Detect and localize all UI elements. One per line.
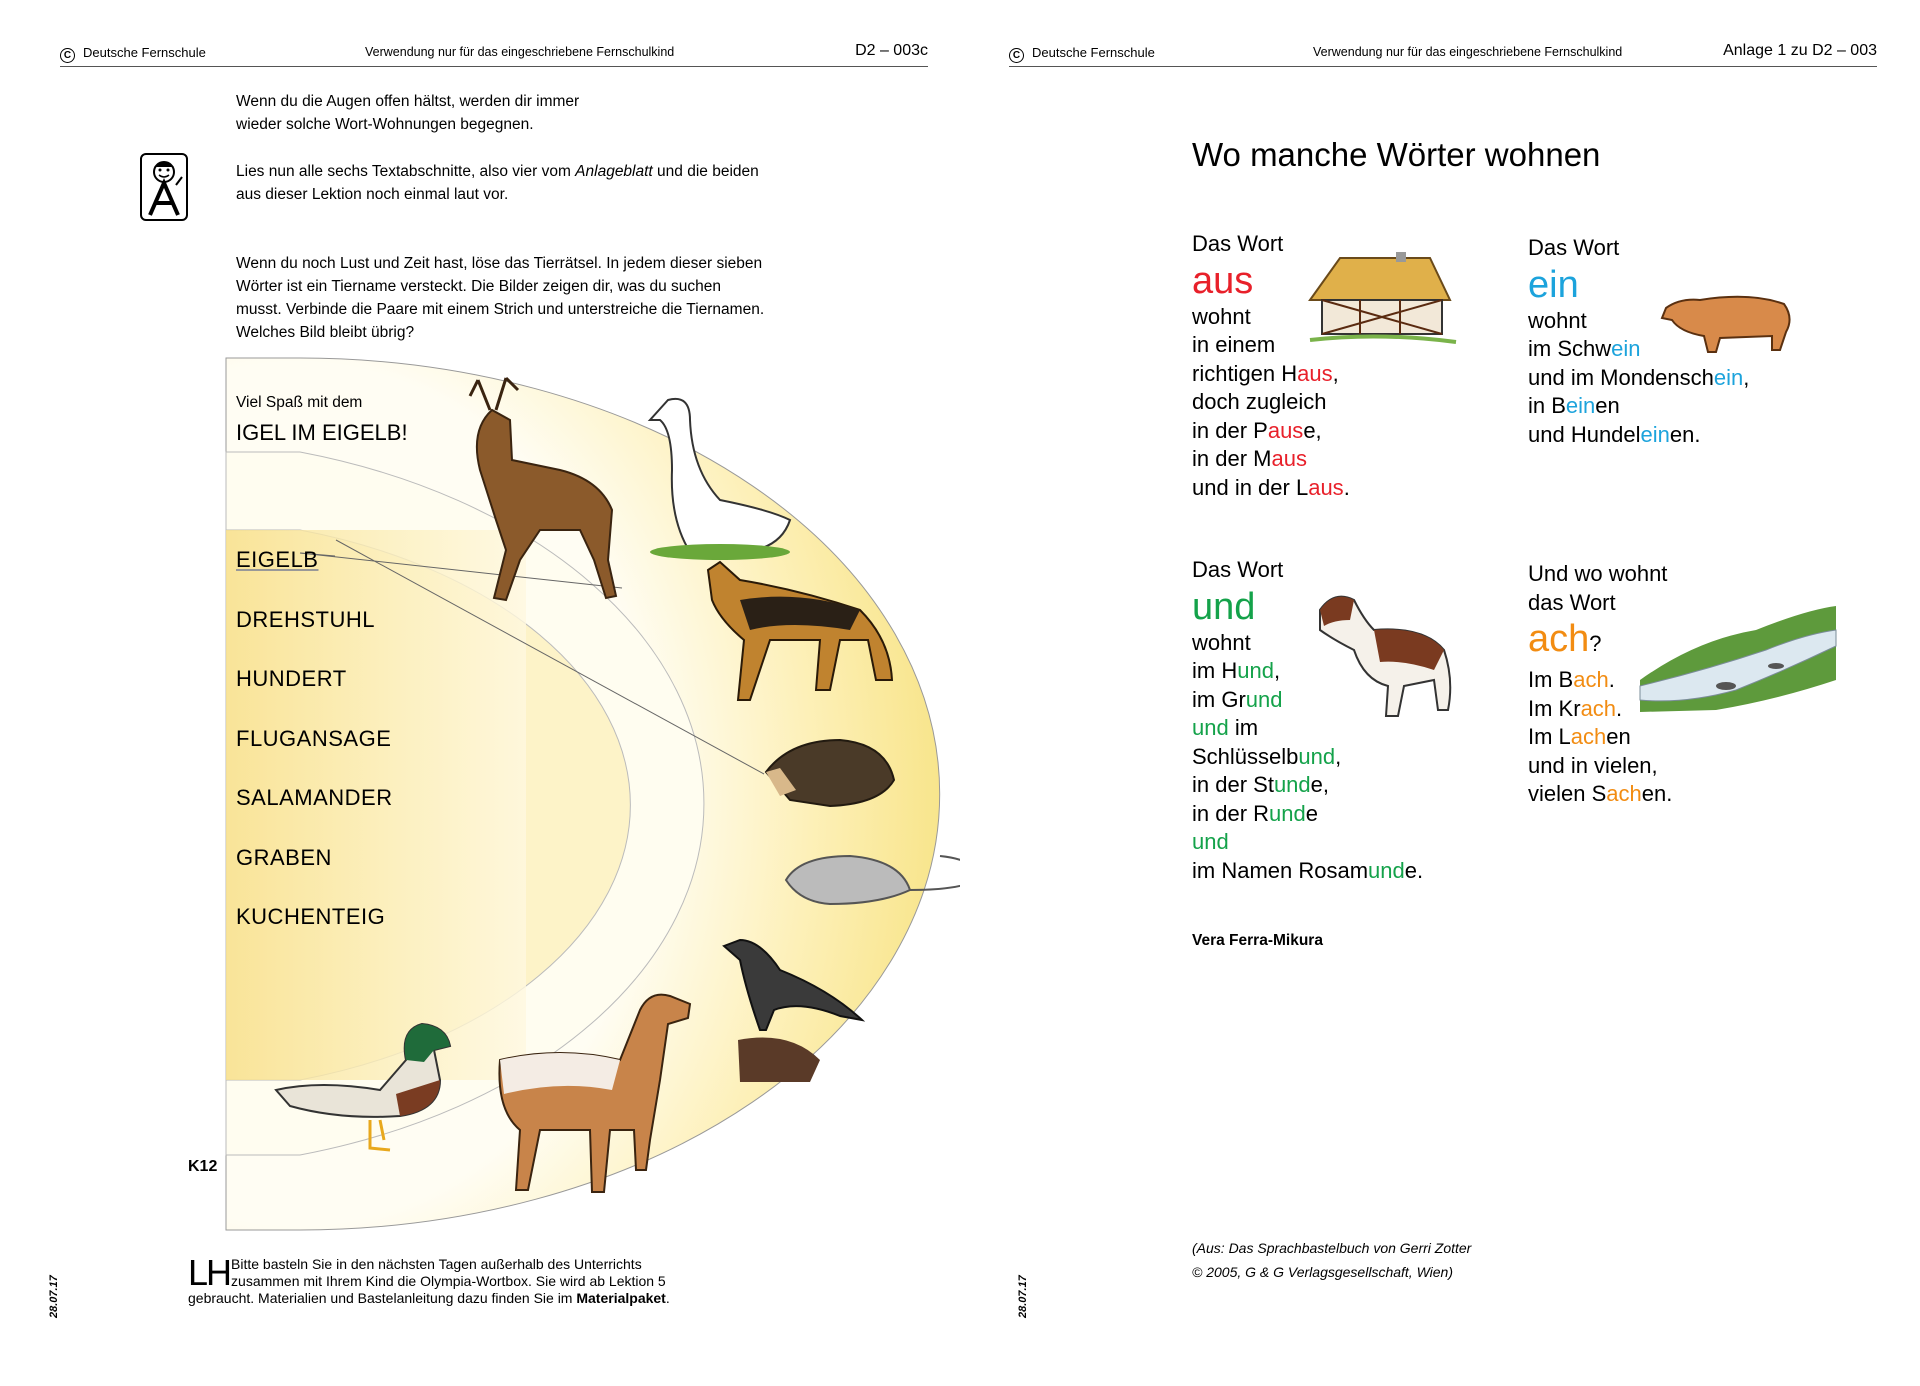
print-date: 28.07.17	[1017, 1275, 1029, 1318]
stanza-ein: Das Wort ein wohnt im Schwein und im Mondenschein, in Beinen und Hundeleinen.	[1528, 235, 1750, 447]
stanza-aus: Das Wort aus wohnt in einem richtigen Haus, doch zugleich in der Pause, in der Maus und in der Laus.	[1192, 231, 1350, 500]
attachment-code: Anlage 1 zu D2 – 003	[1723, 42, 1877, 59]
print-date: 28.07.17	[48, 1275, 60, 1318]
copyright-icon: C	[60, 48, 75, 63]
usage-notice: Verwendung nur für das eingeschriebene Fernschulkind	[365, 45, 675, 59]
word-item: FLUGANSAGE	[236, 725, 392, 751]
word-item: HUNDERT	[236, 666, 347, 691]
word-item: GRABEN	[236, 844, 332, 870]
source-note: (Aus: Das Sprachbastelbuch von Gerri Zotter © 2005, G & G Verlagsgesellschaft, Wien)	[1192, 1240, 1472, 1280]
dog-icon	[1314, 590, 1464, 720]
brook-icon	[1636, 600, 1840, 720]
publisher: C Deutsche Fernschule	[60, 45, 206, 63]
parent-note: LH Bitte basteln Sie in den nächsten Tagen außerhalb des Unterrichts zusammen mit Ihrem Kind die Olympia-Wortbox. Sie wird ab Lektion 5 gebraucht. Materialien und Bastelanleitung dazu finden Sie im Materialpaket.	[188, 1252, 670, 1306]
usage-notice: Verwendung nur für das eingeschriebene Fernschulkind	[1313, 45, 1623, 59]
intro-text: Wenn du die Augen offen hältst, werden dir immer wieder solche Wort-Wohnungen begegnen.	[236, 93, 580, 133]
stanza-ach: Und wo wohnt das Wort ach? Im Bach. Im Krach. Im Lachen und in vielen, vielen Sachen.	[1528, 561, 1673, 806]
task-read-aloud: Lies nun alle sechs Textabschnitte, also vier vom Anlageblatt und die beiden aus dieser Lektion noch einmal laut vor.	[236, 163, 759, 203]
copyright-icon: C	[1009, 48, 1024, 63]
word-item: SALAMANDER	[236, 785, 393, 810]
word-item: EIGELB	[236, 547, 319, 572]
page-header	[1009, 42, 1877, 67]
word-list	[236, 530, 393, 947]
puzzle-greeting: Viel Spaß mit dem	[236, 394, 363, 411]
house-icon	[1300, 250, 1460, 350]
task-animal-riddle: Wenn du noch Lust und Zeit hast, löse das Tierrätsel. In jedem dieser sieben Wörter ist ein Tiername versteckt. Die Bilder zeigen dir, was du suchen musst. Verbinde die Paare mit einem Strich und unterstreiche die Tiernamen. Welches Bild bleibt übrig?	[236, 255, 765, 341]
puzzle-title: IGEL IM EIGELB!	[236, 420, 408, 445]
lesson-code: D2 – 003c	[855, 42, 928, 59]
poem-title: Wo manche Wörter wohnen	[1192, 136, 1601, 173]
parent-note-mark: LH	[188, 1252, 231, 1293]
pig-icon	[1660, 284, 1800, 354]
mouse-icon	[786, 856, 960, 904]
poem-author: Vera Ferra-Mikura	[1192, 932, 1323, 949]
word-item: KUCHENTEIG	[236, 904, 386, 929]
puzzle-code: K12	[188, 1158, 218, 1175]
word-item: DREHSTUHL	[236, 606, 375, 632]
stanza-und: Das Wort und wohnt im Hund, im Grund und im Schlüsselbund, in der Stunde, in der Runde und im Namen Rosamunde.	[1192, 557, 1424, 883]
publisher: C Deutsche Fernschule	[1009, 45, 1155, 63]
